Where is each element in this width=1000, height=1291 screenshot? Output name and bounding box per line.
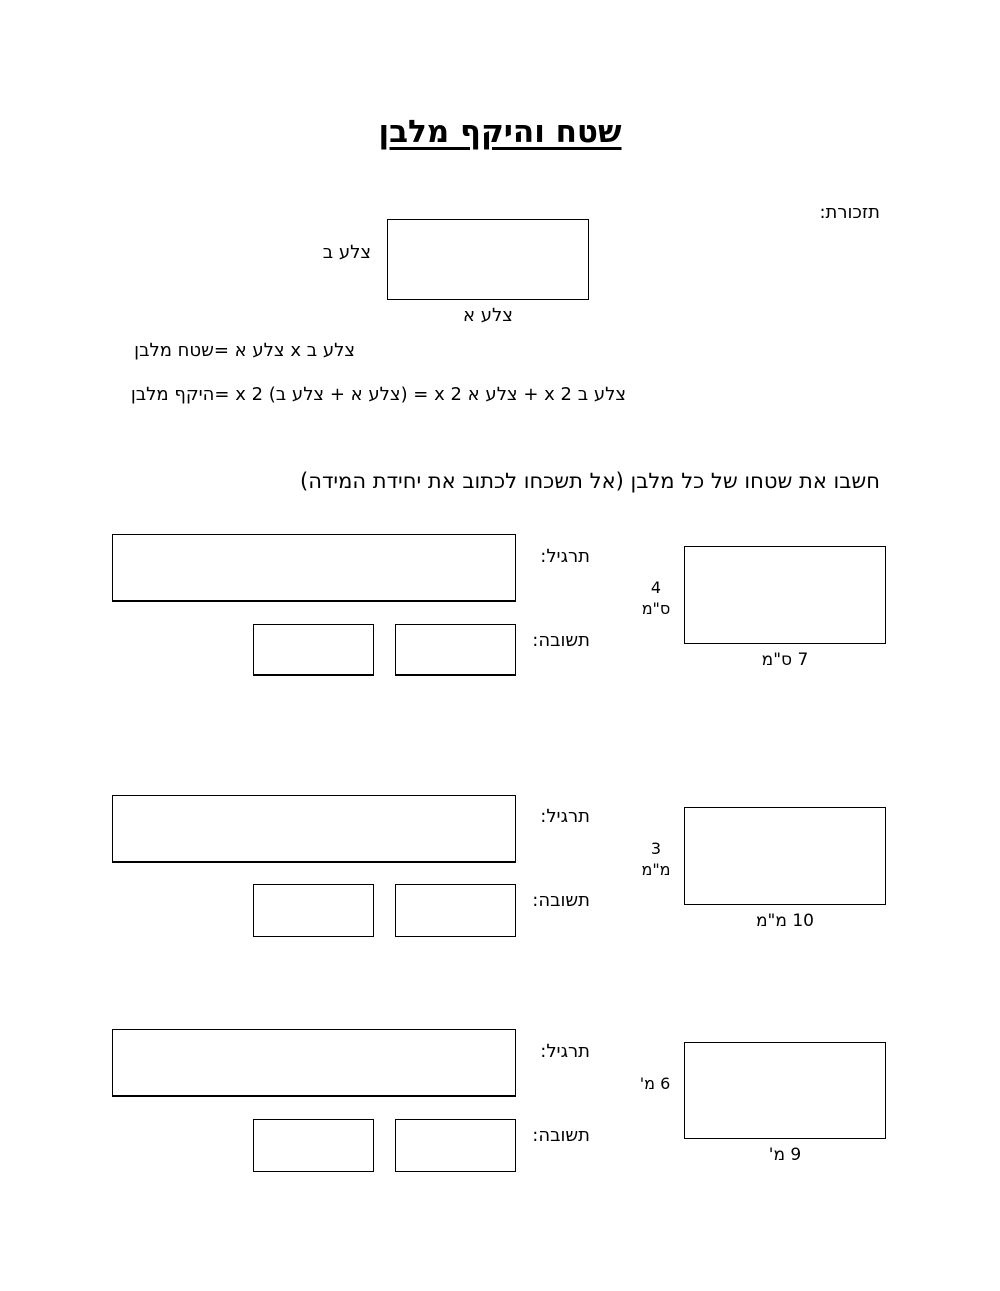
- exercise-3-unit-input[interactable]: [253, 1119, 374, 1172]
- exercise-1-bottom-label: 7 ס"מ: [761, 650, 809, 670]
- exercise-1-unit-input[interactable]: [253, 624, 374, 676]
- reminder-side-b-label: צלע ב: [322, 242, 371, 263]
- area-formula: צלע ב x צלע א =שטח מלבן: [134, 340, 355, 361]
- exercise-1-exercise-input[interactable]: [112, 534, 516, 602]
- exercise-1-rectangle: [684, 546, 886, 644]
- exercise-2-exercise-input[interactable]: [112, 795, 516, 863]
- exercise-3-exercise-label: תרגיל:: [540, 1041, 590, 1062]
- exercise-1-answer-label: תשובה:: [532, 630, 590, 651]
- exercise-1-answer-input[interactable]: [395, 624, 516, 676]
- exercise-1-exercise-label: תרגיל:: [540, 546, 590, 567]
- exercise-1-side-label: 4 ס"מ: [641, 578, 671, 618]
- reminder-side-a-label: צלע א: [463, 305, 513, 326]
- perimeter-formula: צלע ב x 2 + צלע א x 2 = (צלע א + צלע ב) x 2 =היקף מלבן: [130, 384, 626, 405]
- instruction-text: חשבו את שטחו של כל מלבן (אל תשכחו לכתוב את יחידת המידה): [300, 469, 880, 493]
- exercise-3-bottom-label: 9 מ': [768, 1145, 802, 1165]
- exercise-2-answer-label: תשובה:: [532, 890, 590, 911]
- reminder-rectangle: [387, 219, 589, 300]
- exercise-3-rectangle: [684, 1042, 886, 1139]
- page-title: שטח והיקף מלבן: [378, 114, 622, 150]
- exercise-3-answer-label: תשובה:: [532, 1125, 590, 1146]
- exercise-2-bottom-label: 10 מ"מ: [756, 911, 814, 931]
- exercise-2-side-label: 3 מ"מ: [641, 839, 671, 879]
- reminder-label: תזכורת:: [819, 202, 880, 223]
- exercise-3-side-label: 6 מ': [639, 1074, 671, 1093]
- exercise-3-exercise-input[interactable]: [112, 1029, 516, 1097]
- exercise-3-answer-input[interactable]: [395, 1119, 516, 1172]
- exercise-2-exercise-label: תרגיל:: [540, 806, 590, 827]
- exercise-2-answer-input[interactable]: [395, 884, 516, 937]
- exercise-2-rectangle: [684, 807, 886, 905]
- exercise-2-unit-input[interactable]: [253, 884, 374, 937]
